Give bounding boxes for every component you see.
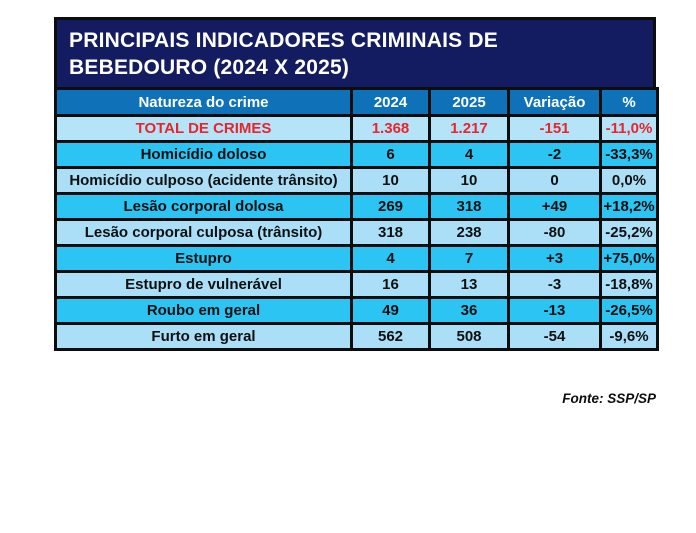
cell-2024: 1.368 <box>352 116 430 142</box>
table-row-estupro <box>56 246 658 272</box>
cell-2024: 6 <box>352 142 430 168</box>
title-line-1: PRINCIPAIS INDICADORES CRIMINAIS DE <box>69 29 498 52</box>
cell-variacao: -151 <box>509 116 601 142</box>
cell-variacao: -54 <box>509 324 601 350</box>
table-row-homicidio-doloso <box>56 142 658 168</box>
cell-2024: 269 <box>352 194 430 220</box>
col-header-percent: % <box>601 89 658 116</box>
row-label: Homicídio doloso <box>56 142 352 168</box>
row-label: Estupro <box>56 246 352 272</box>
cell-variacao: -2 <box>509 142 601 168</box>
cell-2025: 10 <box>430 168 509 194</box>
row-label: Roubo em geral <box>56 298 352 324</box>
source-credit: Fonte: SSP/SP <box>562 391 656 406</box>
cell-2025: 7 <box>430 246 509 272</box>
col-header-2025: 2025 <box>430 89 509 116</box>
cell-2025: 1.217 <box>430 116 509 142</box>
col-header-natureza-do-crime: Natureza do crime <box>56 89 352 116</box>
cell-percent: -18,8% <box>601 272 658 298</box>
cell-percent: +18,2% <box>601 194 658 220</box>
crime-data-table <box>54 87 659 351</box>
cell-variacao: +49 <box>509 194 601 220</box>
cell-2025: 36 <box>430 298 509 324</box>
cell-percent: -9,6% <box>601 324 658 350</box>
cell-percent: -33,3% <box>601 142 658 168</box>
cell-percent: +75,0% <box>601 246 658 272</box>
col-header-2024: 2024 <box>352 89 430 116</box>
cell-variacao: -13 <box>509 298 601 324</box>
cell-variacao: -3 <box>509 272 601 298</box>
cell-variacao: -80 <box>509 220 601 246</box>
crime-indicators-infographic <box>54 17 656 351</box>
table-row-lesao-corporal-dolosa <box>56 194 658 220</box>
cell-2024: 49 <box>352 298 430 324</box>
cell-variacao: 0 <box>509 168 601 194</box>
cell-2025: 13 <box>430 272 509 298</box>
cell-percent: -25,2% <box>601 220 658 246</box>
cell-2024: 16 <box>352 272 430 298</box>
cell-2024: 10 <box>352 168 430 194</box>
title-line-2: BEBEDOURO (2024 X 2025) <box>69 56 350 79</box>
cell-percent: -26,5% <box>601 298 658 324</box>
cell-2024: 4 <box>352 246 430 272</box>
cell-2025: 318 <box>430 194 509 220</box>
cell-variacao: +3 <box>509 246 601 272</box>
table-row-estupro-de-vulneravel <box>56 272 658 298</box>
header-row <box>56 89 658 116</box>
row-label: Estupro de vulnerável <box>56 272 352 298</box>
table-row-furto-em-geral <box>56 324 658 350</box>
row-label: TOTAL DE CRIMES <box>56 116 352 142</box>
col-header-variacao: Variação <box>509 89 601 116</box>
title-band <box>54 17 656 87</box>
cell-2024: 562 <box>352 324 430 350</box>
row-label: Lesão corporal culposa (trânsito) <box>56 220 352 246</box>
row-label: Furto em geral <box>56 324 352 350</box>
row-label: Lesão corporal dolosa <box>56 194 352 220</box>
cell-2025: 508 <box>430 324 509 350</box>
cell-percent: 0,0% <box>601 168 658 194</box>
table-row-lesao-corporal-culposa <box>56 220 658 246</box>
cell-2024: 318 <box>352 220 430 246</box>
table-row-total <box>56 116 658 142</box>
row-label: Homicídio culposo (acidente trânsito) <box>56 168 352 194</box>
cell-percent: -11,0% <box>601 116 658 142</box>
cell-2025: 238 <box>430 220 509 246</box>
table-row-roubo-em-geral <box>56 298 658 324</box>
cell-2025: 4 <box>430 142 509 168</box>
table-row-homicidio-culposo <box>56 168 658 194</box>
